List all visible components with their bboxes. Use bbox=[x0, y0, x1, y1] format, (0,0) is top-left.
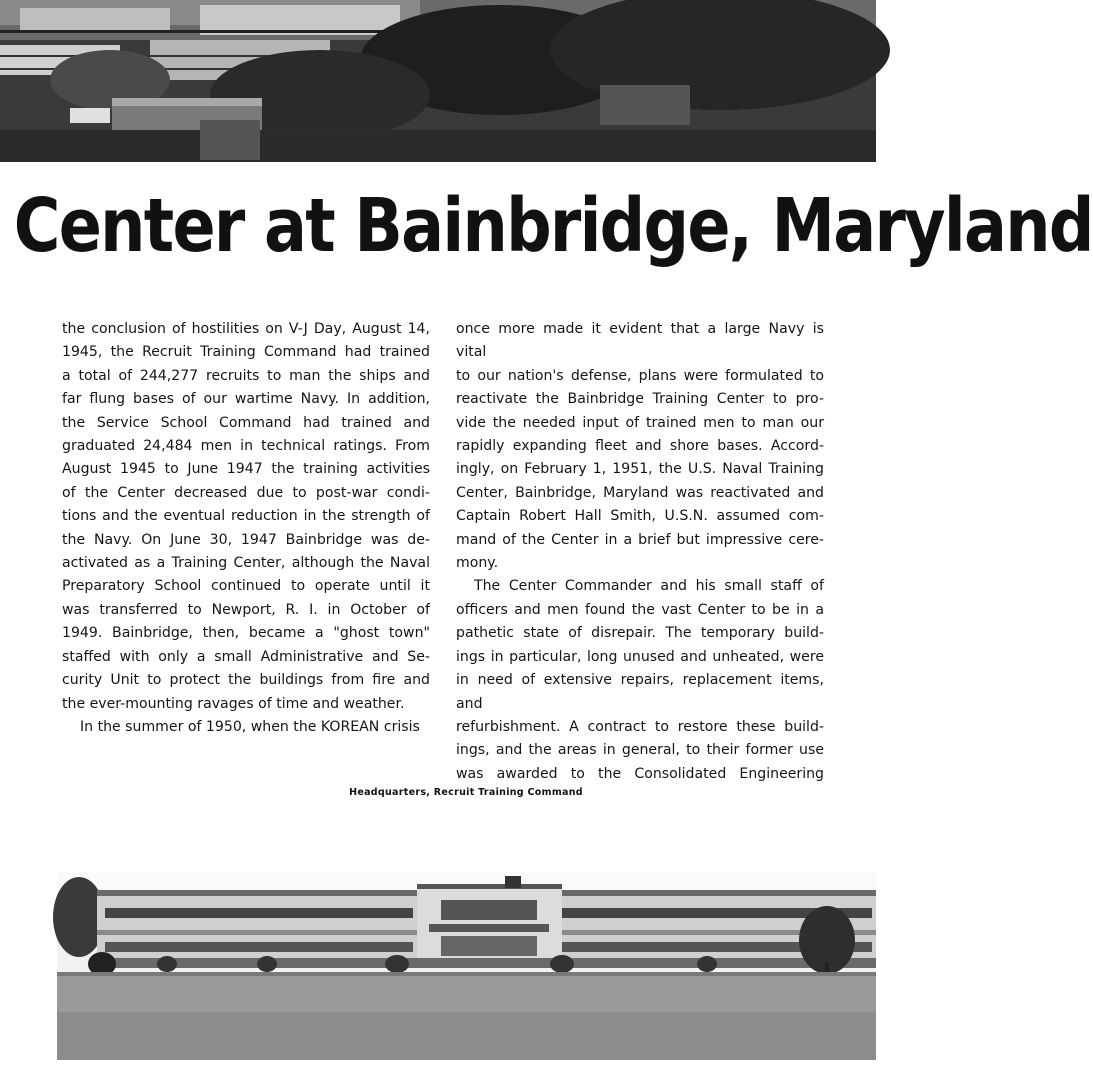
text-line: graduated 24,484 men in technical ratings. From bbox=[62, 438, 430, 455]
text-line: mand of the Center in a brief but impressive cere- bbox=[456, 531, 824, 548]
headquarters-building-photo bbox=[57, 872, 876, 1060]
text-line: pathetic state of disrepair. The temporary build- bbox=[456, 625, 824, 642]
text-line: the conclusion of hostilities on V-J Day, August 14, bbox=[62, 321, 430, 337]
text-line: to our nation's defense, plans were formulated to bbox=[456, 367, 824, 384]
text-line: staffed with only a small Administrative and Se- bbox=[62, 648, 430, 665]
text-line: Captain Robert Hall Smith, U.S.N. assumed com- bbox=[456, 508, 824, 525]
text-line: ings in particular, long unused and unheated, were bbox=[456, 648, 824, 665]
text-line: the ever-mounting ravages of time and weather. bbox=[62, 695, 405, 712]
text-line: The Center Commander and his small staff of bbox=[474, 578, 824, 595]
text-line: 1945, the Recruit Training Command had trained bbox=[62, 344, 430, 361]
text-line: 1949. Bainbridge, then, became a "ghost town" bbox=[62, 625, 430, 642]
text-line: reactivate the Bainbridge Training Center to pro- bbox=[456, 391, 824, 408]
text-line: activated as a Training Center, although the Naval bbox=[62, 555, 430, 572]
text-line: Preparatory School continued to operate until it bbox=[62, 578, 430, 595]
text-line: the Navy. On June 30, 1947 Bainbridge was de- bbox=[62, 531, 430, 548]
text-line: curity Unit to protect the buildings from fire and bbox=[62, 672, 430, 689]
right-text-column bbox=[456, 318, 824, 786]
photo-caption: Headquarters, Recruit Training Command bbox=[349, 787, 583, 798]
text-line: a total of 244,277 recruits to man the ships and bbox=[62, 367, 430, 384]
text-line: officers and men found the vast Center to be in a bbox=[456, 601, 824, 618]
text-line: far flung bases of our wartime Navy. In addition, bbox=[62, 391, 430, 408]
text-line: of the Center decreased due to post-war condi- bbox=[62, 484, 430, 501]
text-line: mony. bbox=[456, 555, 499, 572]
text-line: rapidly expanding fleet and shore bases. Accord- bbox=[456, 438, 824, 455]
text-line: tions and the eventual reduction in the strength of bbox=[62, 508, 430, 525]
text-line: ingly, on February 1, 1951, the U.S. Naval Training bbox=[456, 461, 824, 478]
text-line: ings, and the areas in general, to their former use bbox=[456, 742, 824, 759]
bainbridge-hillside-photo bbox=[0, 0, 876, 162]
text-line: the Service School Command had trained and bbox=[62, 414, 430, 431]
text-line: was awarded to the Consolidated Engineering bbox=[456, 765, 824, 782]
text-line: in need of extensive repairs, replacement items, and bbox=[456, 672, 824, 712]
text-line: August 1945 to June 1947 the training activities bbox=[62, 461, 430, 478]
headline: Center at Bainbridge, Maryland bbox=[13, 183, 1093, 269]
text-line: refurbishment. A contract to restore these build- bbox=[456, 718, 824, 735]
left-text-column bbox=[62, 318, 430, 739]
text-line: Center, Bainbridge, Maryland was reactivated and bbox=[456, 484, 824, 501]
text-line: In the summer of 1950, when the KOREAN crisis bbox=[80, 718, 420, 735]
text-line: was transferred to Newport, R. I. in October of bbox=[62, 601, 430, 618]
text-line: vide the needed input of trained men to man our bbox=[456, 414, 824, 431]
text-line: once more made it evident that a large Navy is vital bbox=[456, 321, 824, 361]
